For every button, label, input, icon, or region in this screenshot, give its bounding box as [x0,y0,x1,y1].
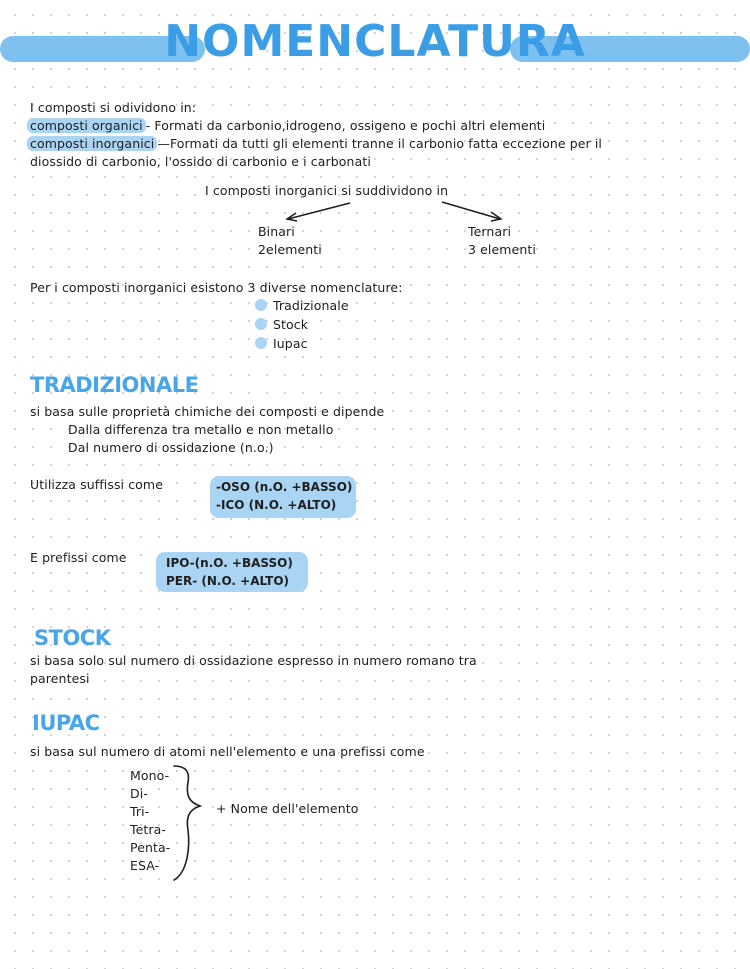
iupac-prefix: Di- [130,786,148,801]
prefix-item: PER- (N.O. +ALTO) [166,574,290,588]
iupac-prefix: Tri- [130,804,150,819]
ternari-sub: 3 elementi [468,242,536,257]
prefix-item: IPO-(n.O. +BASSO) [166,556,293,570]
binari-sub: 2elementi [258,242,322,257]
section-heading-tradizionale: TRADIZIONALE [30,373,199,397]
inorganici-continuation: diossido di carbonio, l'ossido di carbonio e i carbonati [30,154,371,169]
suffix-item: -ICO (N.O. +ALTO) [216,498,337,512]
suffix-label: Utilizza suffissi come [30,477,163,492]
iupac-prefix: Penta- [130,840,171,855]
tradizionale-line: si basa sulle proprietà chimiche dei composti e dipende [30,404,385,419]
iupac-prefix: ESA- [130,858,160,873]
organici-label: composti organici [27,118,146,133]
page-title: NOMENCLATURA [164,16,586,67]
nomenclature-item: Stock [255,317,308,333]
nomenclature-item: Iupac [255,336,308,352]
nomenclature-item: Tradizionale [255,298,349,314]
inorganici-label: composti inorganici [27,136,157,151]
suffix-item: -OSO (n.O. +BASSO) [216,480,353,494]
organici-text: - Formati da carbonio,idrogeno, ossigeno e pochi altri elementi [145,118,546,133]
prefix-label: E prefissi come [30,550,127,565]
nomenclatures-intro: Per i composti inorganici esistono 3 diverse nomenclature: [30,280,403,295]
subdivision-heading: I composti inorganici si suddividono in [205,183,449,198]
binari-title: Binari [258,224,295,239]
iupac-line: si basa sul numero di atomi nell'elemento e una prefissi come [30,744,425,759]
stock-line: parentesi [30,671,90,686]
tradizionale-line: Dal numero di ossidazione (n.o.) [68,440,274,455]
iupac-prefix: Mono- [130,768,170,783]
iupac-suffix: + Nome dell'elemento [216,801,359,816]
section-heading-stock: STOCK [34,626,111,650]
section-heading-iupac: IUPAC [32,711,100,735]
stock-line: si basa solo sul numero di ossidazione espresso in numero romano tra [30,653,477,668]
tradizionale-line: Dalla differenza tra metallo e non metallo [68,422,334,437]
inorganici-text: —Formati da tutti gli elementi tranne il carbonio fatta eccezione per il [157,136,602,151]
intro-line: I composti si odividono in: [30,100,197,115]
iupac-prefix: Tetra- [130,822,167,837]
ternari-title: Ternari [468,224,512,239]
